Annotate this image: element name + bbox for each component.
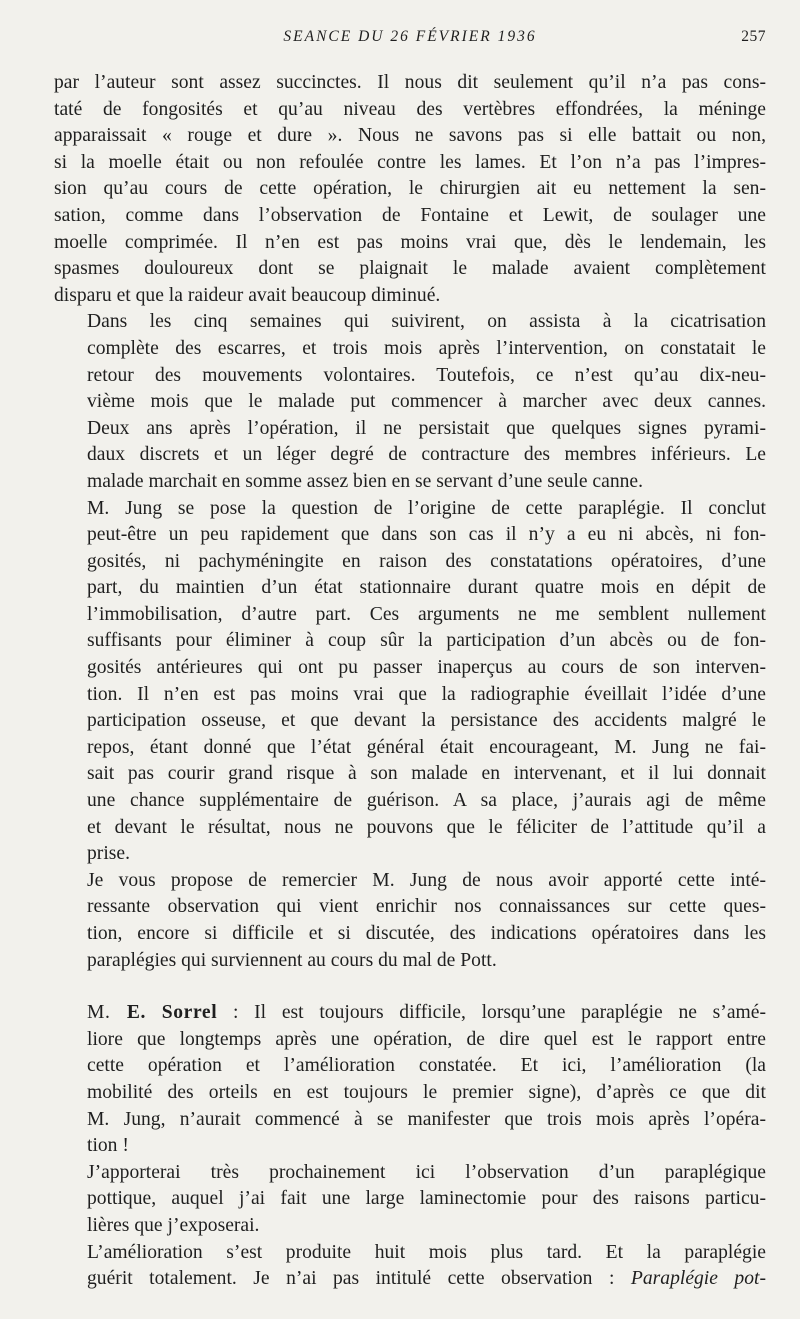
text-line: lières que j’exposerai.: [87, 1214, 260, 1236]
text-line: par l’auteur sont assez succinctes. Il nous dit seulement qu’il n’a pas cons-: [54, 72, 766, 93]
text-line: moelle comprimée. Il n’en est pas moins vrai que, dès le lendemain, les: [54, 231, 766, 253]
text-line: Deux ans après l’opération, il ne persistait que quelques signes pyrami-: [87, 417, 766, 439]
text-line: vième mois que le malade put commencer à marcher avec deux cannes.: [87, 391, 766, 413]
text-line: apparaissait « rouge et dure ». Nous ne savons pas si elle battait ou non,: [54, 125, 766, 147]
text-line: sion qu’au cours de cette opération, le chirurgien ait eu nettement la sen-: [54, 178, 766, 200]
text-line: gosités antérieures qui ont pu passer inaperçus au cours de son interven-: [87, 657, 766, 679]
page-number: 257: [741, 28, 766, 45]
text-line: M. Jung se pose la question de l’origine de cette paraplégie. Il conclut: [87, 497, 766, 519]
text-line: J’apporterai très prochainement ici l’observation d’un paraplégique: [87, 1161, 766, 1183]
intervention-paragraph: [54, 1000, 766, 1160]
paragraph-6: [54, 1160, 766, 1240]
body-text: [54, 70, 766, 1293]
speaker-prefix: M.: [87, 1002, 127, 1024]
text-line: taté de fongosités et qu’au niveau des vertèbres effondrées, la méninge: [54, 98, 766, 120]
text-line: daux discrets et un léger degré de contracture des membres inférieurs. Le: [87, 444, 766, 466]
text-line: tion !: [87, 1135, 129, 1157]
paragraph-2: [54, 309, 766, 495]
text-line: spasmes douloureux dont se plaignait le malade avaient complètement: [54, 258, 766, 280]
text-line: M. Jung, n’aurait commencé à se manifester que trois mois après l’opéra-: [87, 1108, 766, 1130]
text-line: prise.: [87, 843, 130, 865]
text-line: suffisants pour éliminer à coup sûr la participation d’un abcès ou de fon-: [87, 630, 766, 652]
text-line: [54, 1000, 766, 1027]
paragraph-7: [54, 1240, 766, 1293]
text-line: malade marchait en somme assez bien en se servant d’une seule canne.: [87, 470, 644, 492]
text-line: et devant le résultat, nous ne pouvons que le féliciter de l’attitude qu’il a: [87, 816, 766, 838]
text-line: ressante observation qui vient enrichir nos connaissances sur cette ques-: [87, 896, 766, 918]
text-line: retour des mouvements volontaires. Toutefois, ce n’est qu’au dix-neu-: [87, 364, 766, 386]
text-line: l’immobilisation, d’autre part. Ces arguments ne me semblent nullement: [87, 603, 766, 625]
text-line: participation osseuse, et que devant la persistance des accidents malgré le: [87, 710, 766, 732]
paragraph-1: [54, 70, 766, 309]
speaker-initial: E.: [126, 1002, 147, 1024]
text-line: disparu et que la raideur avait beaucoup diminué.: [54, 284, 441, 306]
text-line: peut-être un peu rapidement que dans son cas il n’y a eu ni abcès, ni fon-: [87, 524, 766, 546]
paragraph-4: [54, 868, 766, 974]
text-line: paraplégies qui surviennent au cours du mal de Pott.: [87, 949, 497, 971]
paragraph-3: [54, 496, 766, 868]
text-line: liore que longtemps après une opération, de dire quel est le rapport entre: [87, 1028, 766, 1050]
text-line: pottique, auquel j’ai fait une large laminectomie pour des raisons particu-: [87, 1188, 766, 1210]
running-header: [54, 28, 766, 54]
text-line: tion, encore si difficile et si discutée, des indications opératoires dans les: [87, 923, 766, 944]
speaker-name: Sorrel: [161, 1002, 218, 1024]
text-line: repos, étant donné que l’état général était encourageant, M. Jung ne fai-: [87, 736, 766, 758]
speaker-first-line: : Il est toujours difficile, lorsqu’une paraplégie ne s’amé-: [217, 1002, 766, 1024]
text-line: Je vous propose de remercier M. Jung de nous avoir apporté cette inté-: [87, 869, 766, 891]
text-line: complète des escarres, et trois mois après l’intervention, on constatait le: [87, 337, 766, 359]
text-line: si la moelle était ou non refoulée contre les lames. Et l’on n’a pas l’impres-: [54, 151, 766, 173]
text-line: cette opération et l’amélioration constatée. Et ici, l’amélioration (la: [87, 1055, 766, 1077]
text-line: une chance supplémentaire de guérison. A sa place, j’aurais agi de même: [87, 790, 766, 812]
text-line: L’amélioration s’est produite huit mois plus tard. Et la paraplégie: [87, 1241, 766, 1263]
running-title: SEANCE DU 26 FÉVRIER 1936: [283, 28, 537, 45]
text-line: mobilité des orteils en est toujours le premier signe), d’après ce que dit: [87, 1081, 766, 1103]
observation-title-italic: Paraplégie pot-: [630, 1268, 766, 1290]
text-line: gosités, ni pachyméningite en raison des constatations opératoires, d’une: [87, 550, 766, 572]
text-line: sait pas courir grand risque à son malade en intervenant, et il lui donnait: [87, 763, 766, 785]
text-line: tion. Il n’en est pas moins vrai que la radiographie éveillait l’idée d’une: [87, 683, 766, 705]
text-line: Dans les cinq semaines qui suivirent, on assista à la cicatrisation: [87, 311, 766, 333]
text-line: [54, 1266, 766, 1293]
text-line: part, du maintien d’un état stationnaire durant quatre mois en dépit de: [87, 577, 766, 599]
final-line-text: guérit totalement. Je n’ai pas intitulé cette observation :: [87, 1268, 631, 1290]
text-line: sation, comme dans l’observation de Fontaine et Lewit, de soulager une: [54, 204, 766, 226]
